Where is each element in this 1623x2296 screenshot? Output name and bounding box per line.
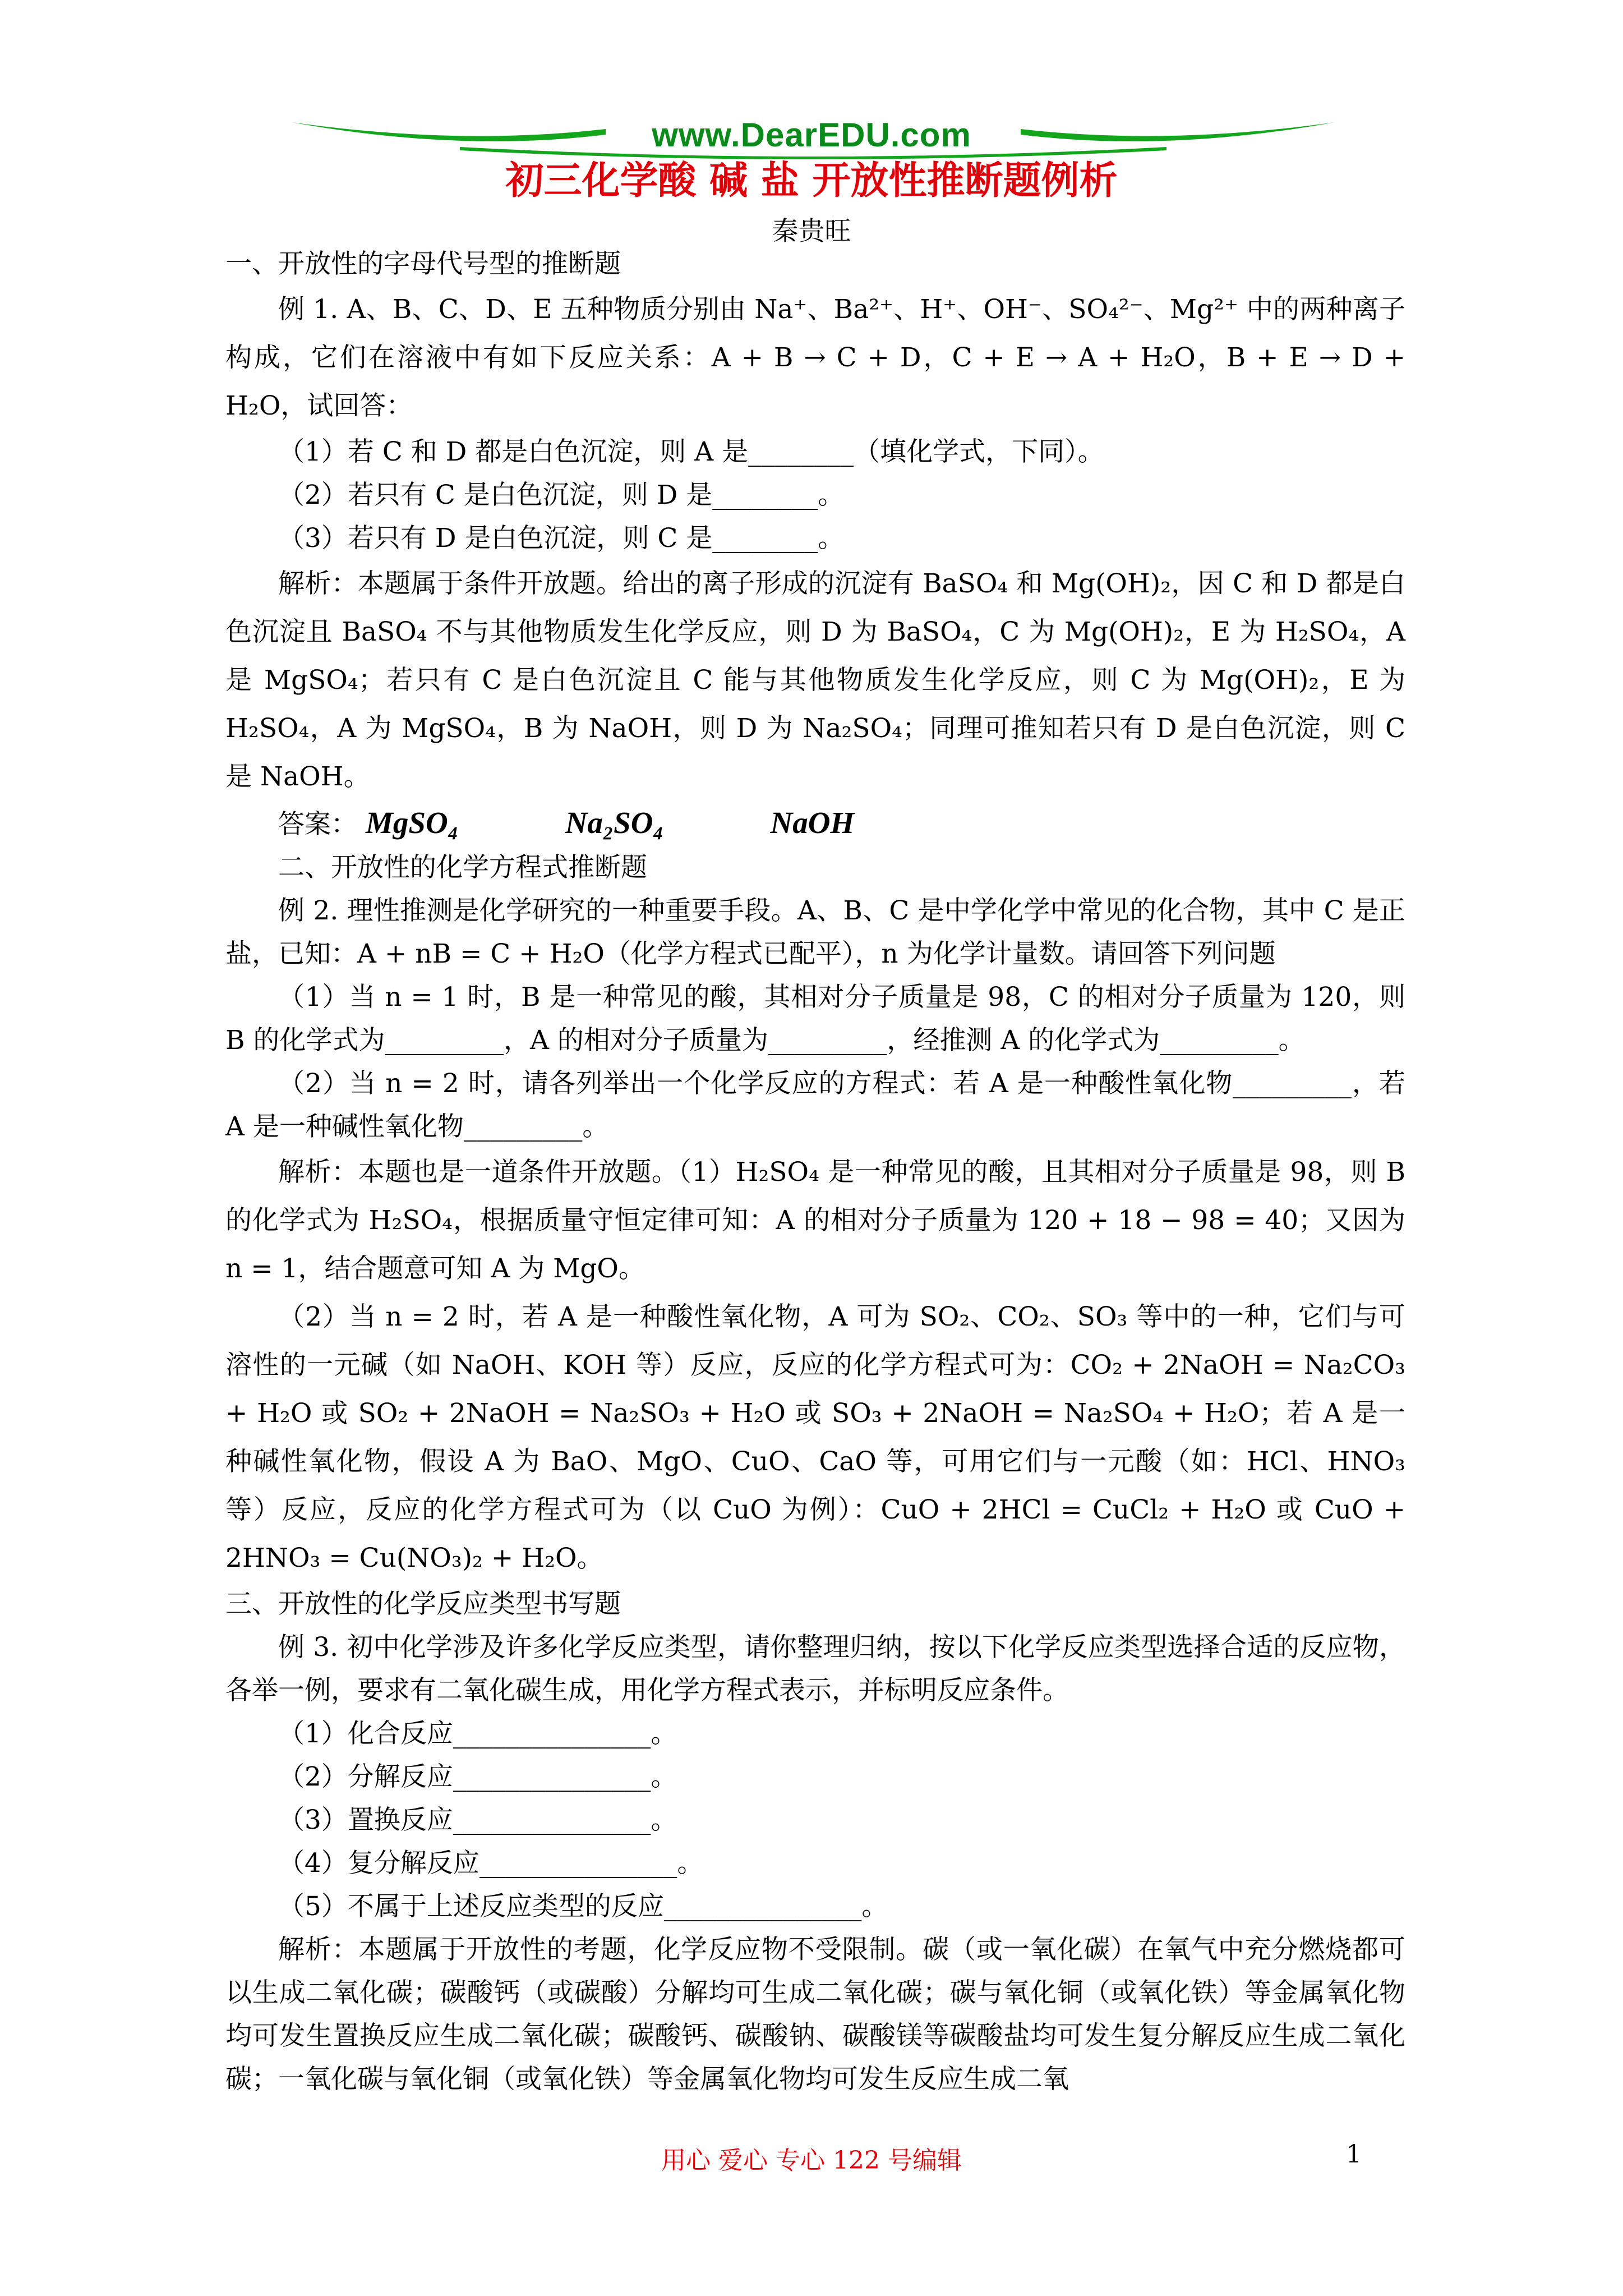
footer-note: 用心 爱心 专心 122 号编辑 [661,2146,962,2175]
example-3-item: （2）分解反应_______________。 [278,1761,677,1792]
answer-3: NaOH [770,806,855,840]
answer-label: 答案： [278,809,357,840]
article-body [225,242,1405,2101]
example-3-item: （1）化合反应_______________。 [278,1718,677,1749]
example-1-question-1: （1）若 C 和 D 都是白色沉淀，则 A 是________（填化学式，下同）。 [278,436,1104,467]
example-1-intro: 例 1. A、B、C、D、E 五种物质分别由 Na⁺、Ba²⁺、H⁺、OH⁻、SO₄²⁻、Mg²⁺ 中的两种离子构成，它们在溶液中有如下反应关系：A + B → C + D，C + E → A + H₂O，B + E → D + H₂O，试回答： [225,294,1405,421]
example-3-intro: 例 3. 初中化学涉及许多化学反应类型，请你整理归纳，按以下化学反应类型选择合适的反应物，各举一例，要求有二氧化碳生成，用化学方程式表示，并标明反应条件。 [225,1632,1405,1706]
example-1-question-2: （2）若只有 C 是白色沉淀，则 D 是________。 [278,480,845,510]
site-url: www.DearEDU.com [652,116,971,154]
example-1-answer [225,801,1405,846]
author-name: 秦贵旺 [772,216,851,247]
example-1-analysis: 解析：本题属于条件开放题。给出的离子形成的沉淀有 BaSO₄ 和 Mg(OH)₂，因 C 和 D 都是白色沉淀且 BaSO₄ 不与其他物质发生化学反应，则 D 为 BaSO₄，C 为 Mg(OH)₂，E 为 H₂SO₄，A 是 MgSO₄；若只有 C 是白色沉淀且 C 能与其他物质发生化学反应，则 C 为 Mg(OH)₂，E 为 H₂SO₄，A 为 MgSO₄，B 为 NaOH，则 D 为 Na₂SO₄；同理可推知若只有 D 是白色沉淀，则 C 是 NaOH。 [225,568,1405,792]
example-2-question-1: （1）当 n = 1 时，B 是一种常见的酸，其相对分子质量是 98，C 的相对分子质量为 120，则 B 的化学式为_________，A 的相对分子质量为_________，经推测 A 的化学式为_________。 [225,982,1405,1056]
example-2-analysis-1: 解析：本题也是一道条件开放题。（1）H₂SO₄ 是一种常见的酸，且其相对分子质量是 98，则 B 的化学式为 H₂SO₄，根据质量守恒定律可知：A 的相对分子质量为 120 + 18 − 98 = 40；又因为 n = 1，结合题意可知 A 为 MgO。 [225,1157,1405,1284]
section-3-heading: 三、开放性的化学反应类型书写题 [225,1589,621,1619]
example-1-question-3: （3）若只有 D 是白色沉淀，则 C 是________。 [278,523,845,554]
example-3-item: （5）不属于上述反应类型的反应_______________。 [278,1891,888,1922]
example-2-analysis-2: （2）当 n = 2 时，若 A 是一种酸性氧化物，A 可为 SO₂、CO₂、SO₃ 等中的一种，它们与可溶性的一元碱（如 NaOH、KOH 等）反应，反应的化学方程式可为：CO₂ + 2NaOH = Na₂CO₃ + H₂O 或 SO₂ + 2NaOH = Na₂SO₃ + H₂O 或 SO₃ + 2NaOH = Na₂SO₄ + H₂O；若 A 是一种碱性氧化物，假设 A 为 BaO、MgO、CuO、CaO 等，可用它们与一元酸（如：HCl、HNO₃ 等）反应，反应的化学方程式可为（以 CuO 为例）：CuO + 2HCl = CuCl₂ + H₂O 或 CuO + 2HNO₃ = Cu(NO₃)₂ + H₂O。 [225,1301,1405,1573]
page-number: 1 [1346,2140,1362,2169]
example-3-analysis: 解析：本题属于开放性的考题，化学反应物不受限制。碳（或一氧化碳）在氧气中充分燃烧都可以生成二氧化碳；碳酸钙（或碳酸）分解均可生成二氧化碳；碳与氧化铜（或氧化铁）等金属氧化物均可发生置换反应生成二氧化碳；碳酸钙、碳酸钠、碳酸镁等碳酸盐均可发生复分解反应生成二氧化碳；一氧化碳与氧化铜（或氧化铁）等金属氧化物均可发生反应生成二氧 [225,1934,1405,2095]
example-2-question-2: （2）当 n = 2 时，请各列举出一个化学反应的方程式：若 A 是一种酸性氧化物_________，若 A 是一种碱性氧化物_________。 [225,1068,1405,1142]
page-title: 初三化学酸 碱 盐 开放性推断题例析 [505,158,1118,203]
answer-2: Na₂SO₄ [565,806,664,840]
section-1-heading: 一、开放性的字母代号型的推断题 [225,249,621,279]
example-2-intro: 例 2. 理性推测是化学研究的一种重要手段。A、B、C 是中学化学中常见的化合物，其中 C 是正盐，已知：A + nB = C + H₂O（化学方程式已配平），n 为化学计量数。请回答下列问题 [225,895,1405,969]
section-2-heading: 二、开放性的化学方程式推断题 [278,852,647,883]
example-3-item: （3）置换反应_______________。 [278,1805,677,1835]
answer-1: MgSO₄ [365,806,459,840]
example-3-item: （4）复分解反应_______________。 [278,1848,704,1879]
